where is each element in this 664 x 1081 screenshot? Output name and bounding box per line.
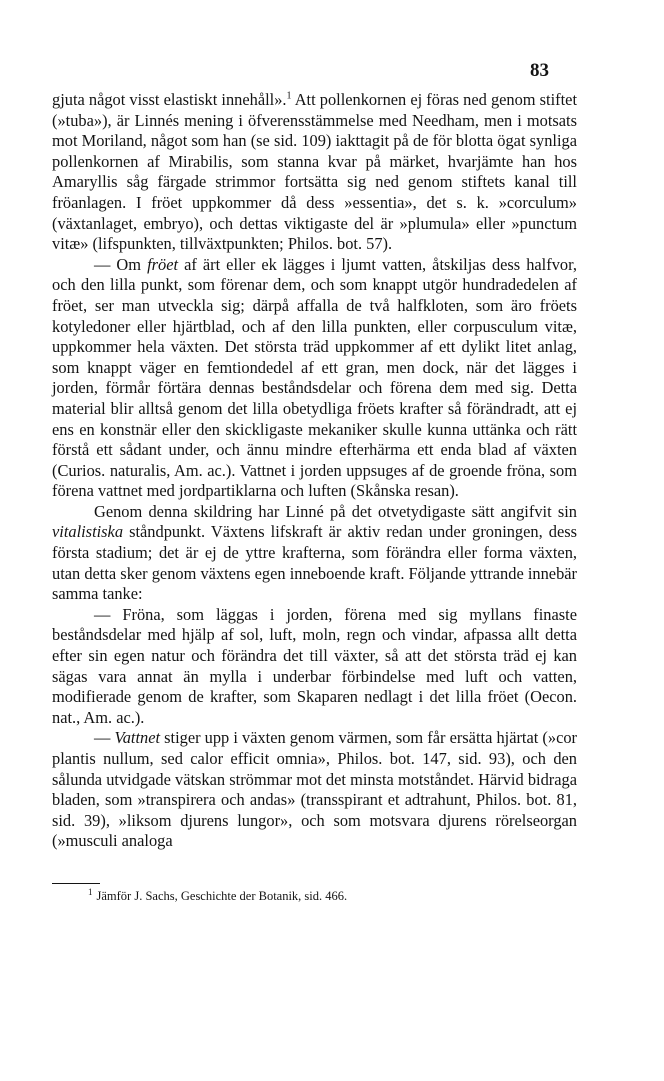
paragraph-5-lead: — — [94, 728, 115, 748]
paragraph-2-emphasis: fröet — [147, 254, 179, 274]
paragraph-5 — [52, 728, 577, 852]
paragraph-3 — [52, 502, 577, 605]
paragraph-1 — [52, 90, 577, 255]
paragraph-2 — [52, 255, 577, 502]
paragraph-1-text: gjuta något visst elastiskt innehåll». — [52, 90, 287, 109]
paragraph-2-lead: — Om — [94, 254, 148, 274]
footnote-divider — [52, 883, 100, 884]
paragraph-2-text: af ärt eller ek lägges i ljumt vatten, åtskiljas dess halfvor, och den lilla punkt, som förenar dem, och som knappt utgör hundradedelen af fröet, ser man utveckla sig; därpå affalla de två halfkloten, som äro fröets kotyledoner eller hjärtblad, och af den lilla punkten, eller corpusculum vitæ, uppkommer hela växten. Det största träd uppkommer af ett dylikt litet anlag, som knappt väger en femtiondedel af ett gran, men dock, när det lägges i jorden, förmår förtära dennas beståndsdelar och förena dem med sig. Detta material blir alltså genom det lilla obetydliga fröets krafter så förändradt, att ej ens en konstnär eller den skickligaste mekaniker skulle kunna uttänka och rätt förstå ett sådant under, och ännu mindre efterhärma ett enda blad af växten (Curios. naturalis, Am. ac.). Vattnet i jorden uppsuges af de groende fröna, som förena vattnet med jordpartiklarna och luften (Skånska resan). — [52, 254, 577, 501]
paragraph-5-text: stiger upp i växten genom värmen, som får ersätta hjärtat (»cor plantis nullum, sed calor efficit omnia», Philos. bot. 147, sid. 93), och den sålunda utvidgade vätskan strömmar mot det minsta motståndet. Härvid bidraga bladen, som »transpirera och andas» (transspirant et adtrahunt, Philos. bot. 81, sid. 39), »liksom djurens lungor», och som motsvara djurens rörelseorgan (»musculi analoga — [52, 728, 577, 851]
footnote — [88, 888, 568, 904]
paragraph-5-emphasis: Vattnet — [114, 728, 161, 748]
paragraph-4 — [52, 605, 577, 729]
paragraph-4-text: — Fröna, som läggas i jorden, förena med sig myllans finaste beståndsdelar med hjälp af sol, luft, moln, regn och vindar, afpassa allt detta efter sin egen natur och förändra det till växter, så att det största träd ej kan sägas vara annat än mylla i underbar förbindelse med luft och vatten, modifierade genom de krafter, som Skaparen nedlagt i det lilla fröet (Oecon. nat., Am. ac.). — [52, 604, 577, 727]
paragraph-1-text-continued: Att pollenkornen ej föras ned genom stiftet (»tuba»), är Linnés mening i öfverensstämmelse med Needham, men i motsats mot Moriland, något som han (se sid. 109) iakttagit på de för blotta ögat synliga pollenkornen af Mirabilis, som stanna kvar på märket, hvarjämte han hos Amaryllis såg färgade strimmor fortsätta sig ned genom stiftets kanal till fröanlagen. I fröet uppkommer då dess »essentia», det s. k. »corculum» (växtanlaget, embryo), och dettas viktigaste del är »plumula» eller »punctum vitæ» (lifspunkten, tillväxtpunkten; Philos. bot. 57). — [52, 90, 577, 254]
footnote-text: Jämför J. Sachs, Geschichte der Botanik, sid. 466. — [96, 889, 348, 903]
page-number: 83 — [530, 60, 549, 81]
paragraph-3-lead: Genom denna skildring har Linné på det otvetydigaste sätt angifvit sin — [94, 501, 577, 521]
footnote-reference: 1 — [286, 90, 292, 102]
footnote-marker: 1 — [88, 886, 93, 897]
paragraph-3-text: ståndpunkt. Växtens lifskraft är aktiv redan under groningen, dess första stadium; det är ej de yttre krafterna, som förändra eller forma växten, utan detta sker genom växtens egen inneboende kraft. Följande yttrande innebär samma tanke: — [52, 522, 577, 604]
body-text — [52, 90, 577, 852]
paragraph-3-emphasis: vitalistiska — [52, 522, 124, 542]
